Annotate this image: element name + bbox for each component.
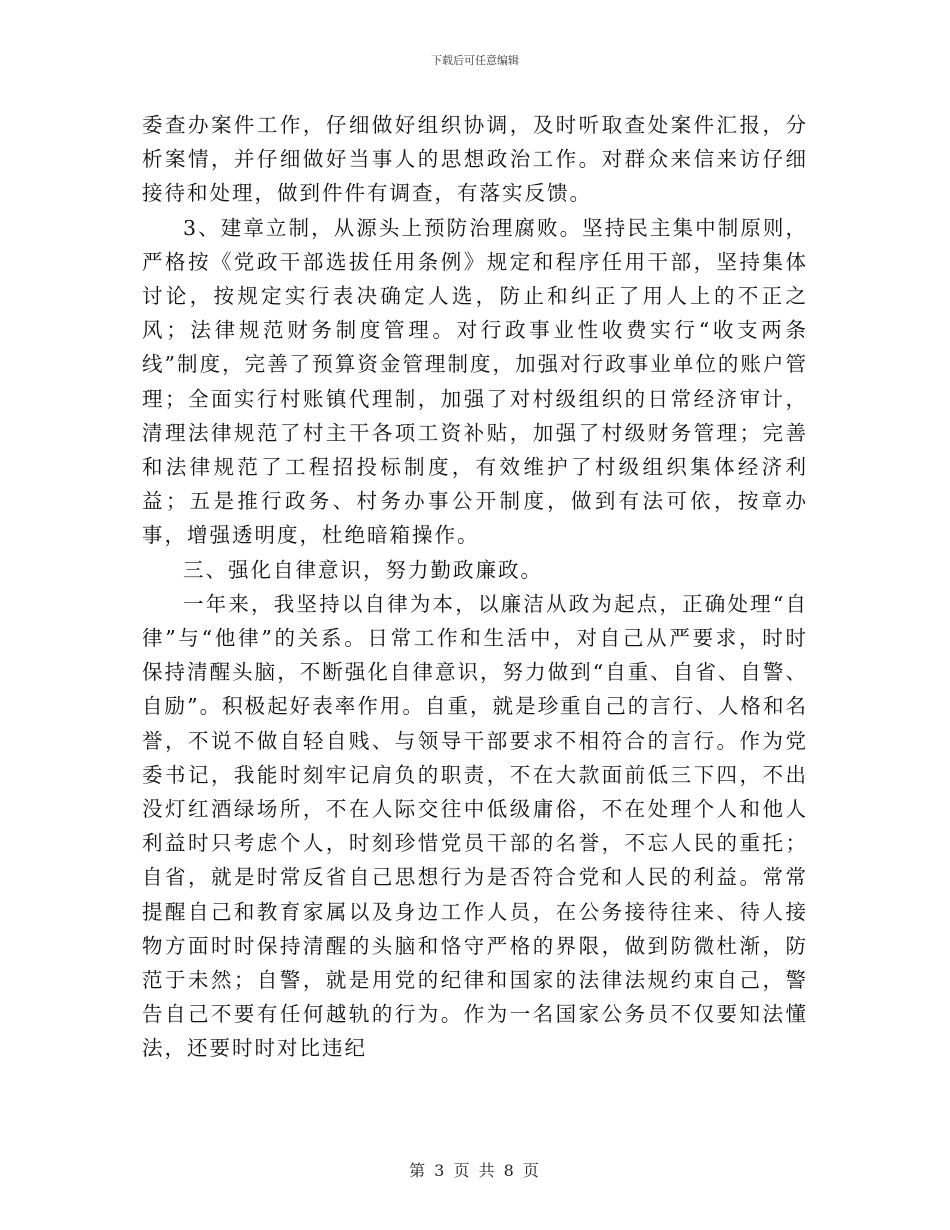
document-body (142, 108, 808, 1066)
paragraph-continuation: 委查办案件工作，仔细做好组织协调，及时听取查处案件汇报，分析案情，并仔细做好当事人的思想政治工作。对群众来信来访仔细接待和处理，做到件件有调查，有落实反馈。 (142, 113, 808, 206)
section-heading-3: 三、强化自律意识，努力勤政廉政。 (183, 557, 543, 582)
paragraph-item-3: 3、建章立制，从源头上预防治理腐败。坚持民主集中制原则，严格按《党政干部选拔任用条例》规定和程序任用干部，坚持集体讨论，按规定实行表决确定人选，防止和纠正了用人上的不正之风；法律规范财务制度管理。对行政事业性收费实行“收支两条线”制度，完善了预算资金管理制度，加强对行政事业单位的账户管理；全面实行村账镇代理制，加强了对村级组织的日常经济审计，清理法律规范了村主干各项工资补贴，加强了村级财务管理；完善和法律规范了工程招投标制度，有效维护了村级组织集体经济利益；五是推行政务、村务办事公开制度，做到有法可依，按章办事，增强透明度，杜绝暗箱操作。 (142, 215, 808, 548)
paragraph-self-discipline: 一年来，我坚持以自律为本，以廉洁从政为起点，正确处理“自律”与“他律”的关系。日常工作和生活中，对自己从严要求，时时保持清醒头脑，不断强化自律意识，努力做到“自重、自省、自警、自励”。积极起好表率作用。自重，就是珍重自己的言行、人格和名誉，不说不做自轻自贱、与领导干部要求不相符合的言行。作为党委书记，我能时刻牢记肩负的职责，不在大款面前低三下四，不出没灯红酒绿场所，不在人际交往中低级庸俗，不在处理个人和他人利益时只考虑个人，时刻珍惜党员干部的名誉，不忘人民的重托；自省，就是时常反省自己思想行为是否符合党和人民的利益。常常提醒自己和教育家属以及身边工作人员，在公务接待往来、待人接物方面时时保持清醒的头脑和恪守严格的界限，做到防微杜渐，防范于未然；自警，就是用党的纪律和国家的法律法规约束自己，警告自己不要有任何越轨的行为。作为一名国家公务员不仅要知法懂法，还要时时对比违纪 (142, 591, 808, 1061)
page-number: 第 3 页 共 8 页 (409, 1161, 541, 1180)
page-header: 下载后可任意编辑 (431, 54, 519, 67)
